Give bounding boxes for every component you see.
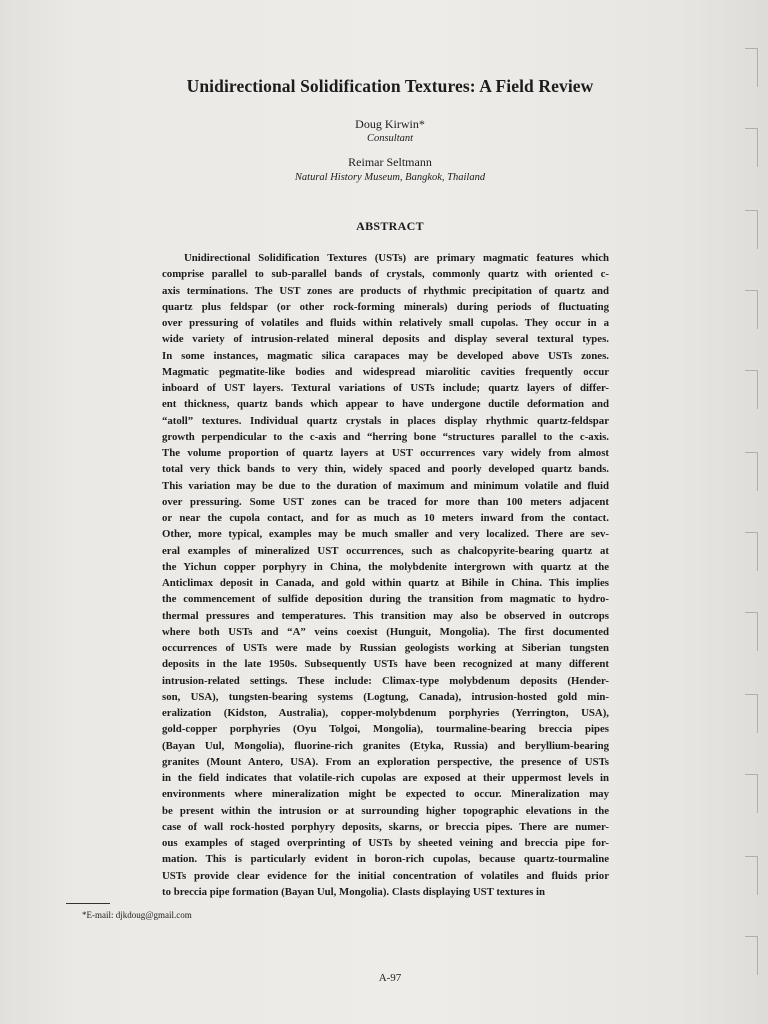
abstract-line: Other, more typical, examples may be much smaller and very localized. There are sev- [162,528,609,541]
footnote-rule [66,903,110,904]
abstract-line: comprise parallel to sub-parallel bands of crystals, commonly quartz with oriented c- [162,268,609,281]
abstract-heading: ABSTRACT [356,219,424,233]
abstract-line: total very thick bands to very thin, widely spaced and poorly developed quartz bands. [162,463,609,476]
abstract-line: to breccia pipe formation (Bayan Uul, Mongolia). Clasts displaying UST textures in [162,885,546,898]
abstract-line: granites (Mount Antero, USA). From an exploration perspective, the presence of USTs [162,755,609,768]
margin-marks [728,0,768,1024]
abstract-line: The volume proportion of quartz layers at UST occurrences vary widely from almost [162,447,609,459]
abstract-line: inboard of UST layers. Textural variations of USTs include; quartz layers of differ- [162,382,609,394]
abstract-line: ent thickness, quartz bands which appear to have undergone ductile deformation and [162,398,609,411]
abstract-line: “atoll” textures. Individual quartz crystals in places display rhythmic quartz-feldspar [162,414,609,427]
abstract-line: the Yichun copper porphyry in China, the molybdenite intergrown with quartz at the [162,560,609,573]
abstract-line: where both USTs and “A” veins coexist (Hunguit, Mongolia). The first documented [162,625,609,638]
abstract-line: deposits in the late 1950s. Subsequently USTs have been recognized at many different [162,658,609,671]
author-affiliation: Consultant [366,133,414,144]
abstract-line: or near the cupola contact, and for as much as 10 meters inward from the contact. [162,512,609,524]
abstract-line: axis terminations. The UST zones are products of rhythmic precipitation of quartz and [162,284,609,297]
abstract-line: ous examples of staged overprinting of USTs by sheeted veining and breccia pipe for- [162,837,609,849]
abstract-line: be present within the intrusion or at surrounding higher topographic elevations in the [162,804,609,817]
author-name: Reimar Seltmann [348,155,432,169]
abstract-line: wide variety of intrusion-related mineral deposits and display several textural types. [162,333,609,346]
abstract-line: Magmatic pegmatite-like bodies and widespread miarolitic cavities frequently occur [162,365,609,378]
paper-title: Unidirectional Solidification Textures: A Field Review [186,76,594,96]
page-number: A-97 [378,972,402,984]
abstract-line: case of wall rock-hosted porphyry deposits, skarns, or breccia pipes. There are numer- [162,820,609,833]
abstract-line: Unidirectional Solidification Textures (USTs) are primary magmatic features which [184,252,609,264]
abstract-line: Anticlimax deposit in Canada, and gold within quartz at Bihile in China. This implies [162,577,609,589]
abstract-line: gold-copper porphyries (Oyu Tolgoi, Mongolia), tourmaline-bearing breccia pipes [162,723,609,736]
abstract-line: (Bayan Uul, Mongolia), fluorine-rich granites (Etyka, Russia) and beryllium-bearing [162,739,609,752]
abstract-line: over pressuring. Some UST zones can be traced for more than 100 meters adjacent [162,495,609,508]
author-name: Doug Kirwin* [355,117,425,131]
abstract-line: the commencement of sulfide deposition during the transition from magmatic to hydro- [162,593,609,606]
abstract-line: son, USA), tungsten-bearing systems (Logtung, Canada), intrusion-hosted gold min- [162,690,609,703]
abstract-line: over pressuring of volatiles and fluids within relatively small cupolas. They occur in a [162,317,609,329]
abstract-line: growth perpendicular to the c-axis and “herring bone “structures parallel to the c-axis. [162,430,609,443]
abstract-line: intrusion-related settings. These include: Climax-type molybdenum deposits (Hender- [162,674,609,687]
abstract-line: In some instances, magmatic silica carapaces may be developed above USTs zones. [162,349,609,362]
abstract-line: eral examples of mineralized UST occurrences, such as chalcopyrite-bearing quartz at [162,544,609,557]
abstract-line: in the field indicates that volatile-rich cupolas are exposed at their uppermost levels in [162,772,609,784]
abstract-body [162,250,609,900]
abstract-line: thermal pressures and temperatures. This transition may also be observed in outcrops [162,609,609,622]
footnote: *E-mail: djkdoug@gmail.com [82,910,192,920]
abstract-line: occurrences of USTs were made by Russian geologists working at Siberian tungsten [162,642,609,654]
abstract-line: This variation may be due to the duration of maximum and minimum volatile and fluid [162,479,609,492]
abstract-line: eralization (Kidston, Australia), copper-molybdenum porphyries (Yerrington, USA), [162,707,609,719]
abstract-line: mation. This is particularly evident in boron-rich cupolas, because quartz-tourmaline [162,853,609,866]
abstract-line: quartz plus feldspar (or other rock-forming minerals) during periods of fluctuating [162,300,609,313]
abstract-line: USTs provide clear evidence for the initial concentration of volatiles and fluids prior [162,869,609,882]
author-affiliation: Natural History Museum, Bangkok, Thailand [294,172,486,183]
abstract-line: environments where mineralization might be expected to occur. Mineralization may [162,788,609,801]
